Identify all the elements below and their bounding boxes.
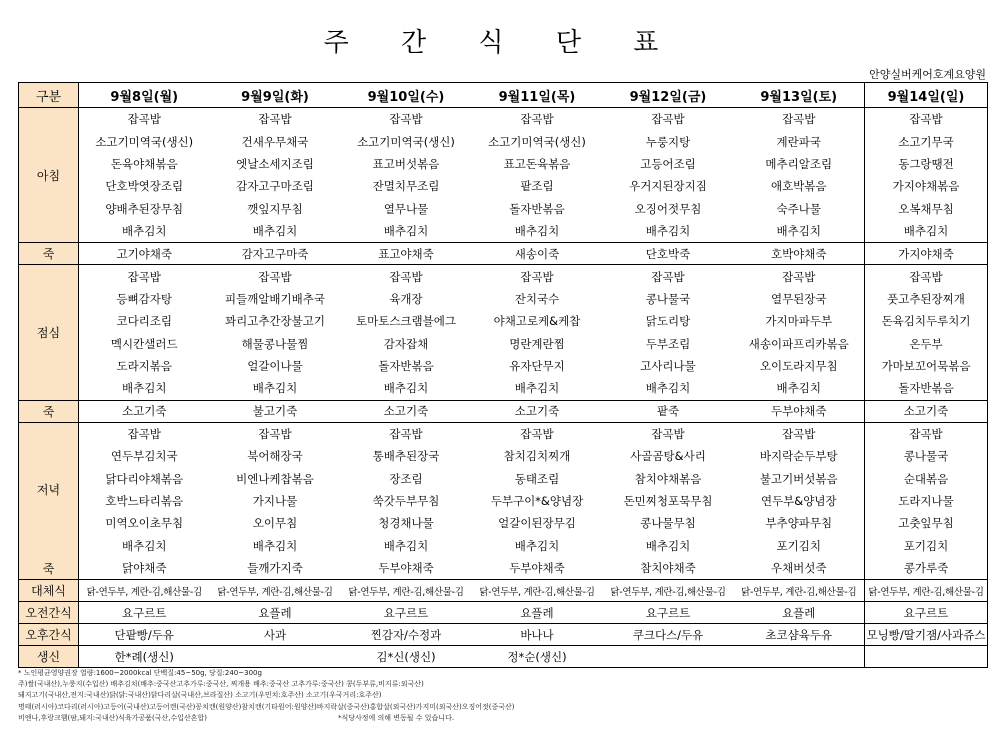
menu-row (19, 220, 988, 243)
menu-item: 돈민찌청포묵무침 (623, 494, 713, 509)
menu-item: 돈육야채볶음 (110, 156, 178, 171)
menu-row (19, 288, 988, 310)
menu-item: 토마토스크램블에그 (356, 314, 456, 329)
menu-item: 소고기무국 (898, 134, 954, 149)
afternoon_snack-item: 모닝빵/딸기잼/사과쥬스 (865, 624, 988, 646)
menu-item: 배추김치 (210, 377, 341, 400)
menu-item: 배추김치 (645, 538, 691, 553)
morning_snack-item: 요구르트 (603, 602, 734, 624)
menu-item: 표고돈육볶음 (503, 156, 571, 171)
afternoon_snack-item: 찐감자/수정과 (341, 624, 472, 646)
menu-row (19, 467, 988, 489)
menu-item: 야채고로케&케찹 (493, 314, 581, 329)
menu-row (19, 153, 988, 175)
menu-item: 포기김치 (734, 535, 865, 557)
menu-item: 멕시칸샐러드 (110, 336, 178, 351)
porridge-item: 가지야채죽 (865, 243, 988, 265)
day-header: 9월12일(금) (603, 83, 734, 108)
menu-item: 소고기미역국(생신) (357, 134, 455, 149)
menu-item: 애호박볶음 (734, 175, 865, 197)
menu-item: 연두부김치국 (110, 449, 178, 464)
menu-row (19, 175, 988, 197)
menu-item: 잡곡밥 (127, 112, 161, 127)
menu-item: 잡곡밥 (520, 426, 554, 441)
menu-item: 포기김치 (903, 538, 949, 553)
category-dinner: 저녁 (19, 422, 79, 557)
menu-item: 두부조림 (645, 336, 691, 351)
menu-item: 오징어젓무침 (634, 201, 702, 216)
menu-item: 돌자반볶음 (378, 359, 434, 374)
category-substitute: 대체식 (19, 580, 79, 602)
porridge-item: 소고기죽 (341, 400, 472, 422)
afternoon_snack-item: 사과 (210, 624, 341, 646)
afternoon_snack-item: 쿠크다스/두유 (603, 624, 734, 646)
birthday-item: 김*신(생신) (341, 646, 472, 668)
menu-item: 호박느타리볶음 (105, 494, 184, 509)
menu-item: 얼갈이된장무김 (498, 516, 576, 531)
menu-item: 잡곡밥 (258, 112, 292, 127)
afternoon_snack-item: 단팥빵/두유 (79, 624, 210, 646)
menu-item: 배추김치 (252, 538, 298, 553)
menu-item: 꽈리고추간장불고기 (225, 314, 325, 329)
menu-item: 깻잎지무침 (247, 201, 303, 216)
menu-item: 해물콩나물찜 (241, 336, 309, 351)
porridge-item: 감자고구마죽 (210, 243, 341, 265)
footnote-line: 주)쌀(국내산),누룽지(수입산) 배추김치(배추:중국산고추가루:중국산, 찌개용 배추:중국산 고추가루:중국산) 콩(두부류,비지류:외국산) (18, 680, 424, 689)
menu-item: 배추김치 (734, 377, 865, 400)
morning_snack-item: 요플레 (210, 602, 341, 624)
menu-item: 잡곡밥 (909, 269, 943, 284)
substitute-item: 닭-연두부, 계란-김,해산물-김 (603, 580, 734, 602)
birthday-item (865, 646, 988, 668)
menu-row (19, 130, 988, 152)
birthday-item: 한*례(생신) (79, 646, 210, 668)
day-header: 9월14일(일) (865, 83, 988, 108)
substitute-row (19, 580, 988, 602)
menu-item: 배추김치 (865, 220, 988, 243)
day-header: 9월13일(토) (734, 83, 865, 108)
footnote-disclaimer: *식당사정에 의해 변동될 수 있습니다. (338, 713, 455, 722)
menu-item: 고사리나물 (640, 359, 696, 374)
menu-item: 동그랑땡전 (898, 156, 954, 171)
menu-item: 닭도리탕 (645, 314, 691, 329)
menu-item: 청경채나물 (378, 516, 434, 531)
day-header: 9월11일(목) (472, 83, 603, 108)
menu-item: 소고기미역국(생신) (95, 134, 194, 149)
birthday-item (734, 646, 865, 668)
menu-row (19, 355, 988, 377)
header-row (19, 83, 988, 108)
menu-item: 단호박엿장조림 (105, 179, 184, 194)
menu-item: 잡곡밥 (909, 426, 943, 441)
menu-item: 비엔나케찹볶음 (236, 471, 314, 486)
porridge-item: 불고기죽 (210, 400, 341, 422)
facility-name: 안양실버케어호계요양원 (869, 68, 986, 81)
porridge-item: 두부야채죽 (472, 557, 603, 580)
menu-item: 양배추된장무침 (105, 201, 184, 216)
substitute-item: 닭-연두부, 계란-김,해산물-김 (472, 580, 603, 602)
menu-item: 순대볶음 (903, 471, 949, 486)
menu-item: 배추김치 (79, 377, 210, 400)
menu-item: 계란파국 (734, 130, 865, 152)
porridge-item: 표고야채죽 (341, 243, 472, 265)
menu-row (19, 557, 988, 580)
menu-item: 누룽지탕 (645, 134, 691, 149)
menu-item: 북어해장국 (247, 449, 303, 464)
menu-item: 얼갈이나물 (247, 359, 303, 374)
menu-item: 유자단무지 (509, 359, 565, 374)
morning_snack-row (19, 602, 988, 624)
menu-item: 잡곡밥 (389, 269, 423, 284)
menu-item: 열무된장국 (734, 288, 865, 310)
substitute-item: 닭-연두부, 계란-김,해산물-김 (79, 580, 210, 602)
menu-item: 배추김치 (472, 220, 603, 243)
menu-row (19, 198, 988, 220)
porridge-item: 단호박죽 (603, 243, 734, 265)
porridge-item: 두부야채죽 (734, 400, 865, 422)
birthday-item: 정*순(생신) (472, 646, 603, 668)
porridge-item: 들깨가지죽 (210, 557, 341, 580)
morning_snack-item: 요플레 (472, 602, 603, 624)
porridge-row (19, 400, 988, 422)
porridge-item: 우채버섯죽 (734, 557, 865, 580)
menu-item: 미역오이초무침 (105, 516, 184, 531)
menu-item: 온두부 (909, 336, 943, 351)
substitute-item: 닭-연두부, 계란-김,해산물-김 (865, 580, 988, 602)
porridge-item: 소고기죽 (472, 400, 603, 422)
menu-item: 도라지나물 (898, 494, 954, 509)
menu-item: 잡곡밥 (127, 426, 161, 441)
day-header: 9월8일(월) (79, 83, 210, 108)
menu-item: 잡곡밥 (909, 112, 943, 127)
menu-item: 잡곡밥 (734, 422, 865, 445)
menu-item: 명란계란찜 (509, 336, 565, 351)
menu-item: 잡곡밥 (389, 426, 423, 441)
menu-item: 돌자반볶음 (509, 201, 565, 216)
menu-item: 도라지볶음 (116, 359, 173, 374)
day-header: 9월9일(화) (210, 83, 341, 108)
menu-item: 등뼈감자탕 (116, 291, 173, 306)
menu-item: 배추김치 (210, 220, 341, 243)
menu-item: 배추김치 (341, 377, 472, 400)
menu-row (19, 445, 988, 467)
birthday-item (603, 646, 734, 668)
menu-row (19, 108, 988, 131)
menu-item: 참치야채볶음 (634, 471, 702, 486)
menu-item: 감자잡채 (383, 336, 429, 351)
menu-item: 콩나물무침 (640, 516, 696, 531)
menu-row (19, 333, 988, 355)
menu-item: 쑥갓두부무침 (372, 494, 440, 509)
menu-item: 닭다리야채볶음 (105, 471, 184, 486)
menu-item: 사골곰탕&사리 (630, 449, 706, 464)
substitute-item: 닭-연두부, 계란-김,해산물-김 (210, 580, 341, 602)
menu-row (19, 512, 988, 534)
menu-row (19, 377, 988, 400)
menu-item: 잔치국수 (514, 291, 560, 306)
menu-item: 잡곡밥 (258, 269, 292, 284)
porridge-item: 두부야채죽 (341, 557, 472, 580)
menu-item: 돈육김치두루치기 (881, 314, 971, 329)
menu-item: 엣날소세지조림 (236, 156, 314, 171)
menu-item: 오이도라지무침 (734, 355, 865, 377)
menu-row (19, 310, 988, 332)
menu-item: 잡곡밥 (520, 269, 554, 284)
menu-item: 배추김치 (603, 220, 734, 243)
menu-item: 배추김치 (514, 538, 560, 553)
morning_snack-item: 요구르트 (341, 602, 472, 624)
menu-item: 건새우무채국 (241, 134, 309, 149)
morning_snack-item: 요구르트 (865, 602, 988, 624)
menu-item: 동태조림 (514, 471, 560, 486)
footnotes (18, 668, 988, 724)
porridge-item: 닭야채죽 (79, 557, 210, 580)
menu-item: 돌자반볶음 (865, 377, 988, 400)
menu-item: 통배추된장국 (372, 449, 440, 464)
menu-item: 새송이파프리카볶음 (734, 333, 865, 355)
footnote-text: 비엔나,후랑크햄(팜,돼지:국내산)식육가공품(국산,수입산혼합) (18, 713, 208, 722)
category-afternoon_snack: 오후간식 (19, 624, 79, 646)
menu-item: 잡곡밥 (127, 269, 161, 284)
morning_snack-item: 요구르트 (79, 602, 210, 624)
afternoon_snack-item: 초코샴육두유 (734, 624, 865, 646)
menu-item: 배추김치 (122, 538, 167, 553)
porridge-item: 고기야채죽 (79, 243, 210, 265)
menu-item: 배추김치 (603, 377, 734, 400)
menu-item: 참치김치찌개 (503, 449, 571, 464)
birthday-row (19, 646, 988, 668)
menu-row (19, 422, 988, 445)
menu-item: 잡곡밥 (651, 426, 685, 441)
menu-item: 피들깨알배기배추국 (225, 291, 325, 306)
menu-item: 배추김치 (383, 538, 429, 553)
porridge-item: 소고기죽 (79, 400, 210, 422)
menu-item: 배추김치 (79, 220, 210, 243)
menu-item: 열무나물 (383, 201, 429, 216)
porridge-item: 소고기죽 (865, 400, 988, 422)
menu-item: 풋고추된장찌개 (887, 291, 965, 306)
menu-item: 잡곡밥 (651, 269, 685, 284)
menu-item: 코다리조림 (116, 314, 173, 329)
porridge-item: 콩가루죽 (865, 557, 988, 580)
menu-item: 감자고구마조림 (236, 179, 314, 194)
menu-item: 잡곡밥 (651, 112, 685, 127)
menu-item: 배추김치 (341, 220, 472, 243)
footnote-line: 명태(러시아)코다리(러시아)고등어(국내산)고등어캔(국산)꽁치캔(원양산)참치캔(기타원어:원양산)바지락살(중국산)홍합살(외국산)가지미(외국산)오징어젓(중국산) (18, 702, 515, 711)
footnote-line: 돼지고기(국내산,전지:국내산)닭(닭:국내산)닭다리살(국내산,브라질산) 소고기(우민치:호주산) 소고기(우국거리:호주산) (18, 691, 382, 700)
menu-item: 잡곡밥 (734, 265, 865, 288)
substitute-item: 닭-연두부, 계란-김,해산물-김 (341, 580, 472, 602)
menu-item: 불고기버섯볶음 (734, 467, 865, 489)
menu-item: 우거지된장지짐 (629, 179, 707, 194)
porridge-item: 팥죽 (603, 400, 734, 422)
afternoon_snack-row (19, 624, 988, 646)
category-morning_snack: 오전간식 (19, 602, 79, 624)
category-porridge: 죽 (19, 557, 79, 580)
menu-item: 배추김치 (734, 220, 865, 243)
category-porridge: 죽 (19, 400, 79, 422)
menu-item: 육개장 (389, 291, 423, 306)
menu-item: 소고기미역국(생신) (488, 134, 586, 149)
menu-item: 가마보꼬어묵볶음 (881, 359, 971, 374)
porridge-item: 새송이죽 (472, 243, 603, 265)
footnote-line: * 노인평균영양권장 열량:1600~2000kcal 단백질:45~50g, 당질:240~300g (18, 669, 262, 677)
menu-item: 부추양파무침 (734, 512, 865, 534)
morning_snack-item: 요플레 (734, 602, 865, 624)
menu-item: 팥조림 (520, 179, 554, 194)
menu-item: 잡곡밥 (389, 112, 423, 127)
menu-item: 가지나물 (252, 494, 298, 509)
menu-item: 잔멸치무조림 (372, 179, 440, 194)
porridge-row (19, 243, 988, 265)
menu-item: 오이무침 (252, 516, 298, 531)
menu-item: 숙주나물 (734, 198, 865, 220)
menu-row (19, 265, 988, 288)
menu-item: 표고버섯볶음 (372, 156, 440, 171)
menu-item: 가지야채볶음 (892, 179, 960, 194)
menu-item: 배추김치 (472, 377, 603, 400)
category-birthday: 생신 (19, 646, 79, 668)
menu-item: 연두부&양념장 (734, 490, 865, 512)
menu-item: 잡곡밥 (520, 112, 554, 127)
category-breakfast: 아침 (19, 108, 79, 243)
menu-item: 장조림 (389, 471, 423, 486)
menu-item: 잡곡밥 (258, 426, 292, 441)
porridge-item: 참치야채죽 (603, 557, 734, 580)
menu-row (19, 490, 988, 512)
porridge-item: 호박야채죽 (734, 243, 865, 265)
weekly-menu-table (18, 82, 988, 668)
menu-item: 고춧잎무침 (898, 516, 954, 531)
menu-item: 고등어조림 (640, 156, 696, 171)
category-header: 구분 (19, 83, 79, 108)
afternoon_snack-item: 바나나 (472, 624, 603, 646)
category-porridge: 죽 (19, 243, 79, 265)
day-header: 9월10일(수) (341, 83, 472, 108)
menu-item: 두부구이*&양념장 (490, 494, 584, 509)
menu-row (19, 535, 988, 557)
menu-item: 콩나물국 (645, 291, 691, 306)
menu-item: 바지락순두부탕 (734, 445, 865, 467)
page-title: 주 간 식 단 표 (323, 28, 681, 58)
footnote-line (18, 713, 988, 724)
menu-item: 오복채무침 (898, 201, 954, 216)
birthday-item (210, 646, 341, 668)
menu-item: 가지마파두부 (734, 310, 865, 332)
menu-item: 콩나물국 (903, 449, 949, 464)
menu-item: 잡곡밥 (734, 108, 865, 131)
category-lunch: 점심 (19, 265, 79, 400)
menu-item: 메추리알조림 (734, 153, 865, 175)
substitute-item: 닭-연두부, 계란-김,해산물-김 (734, 580, 865, 602)
